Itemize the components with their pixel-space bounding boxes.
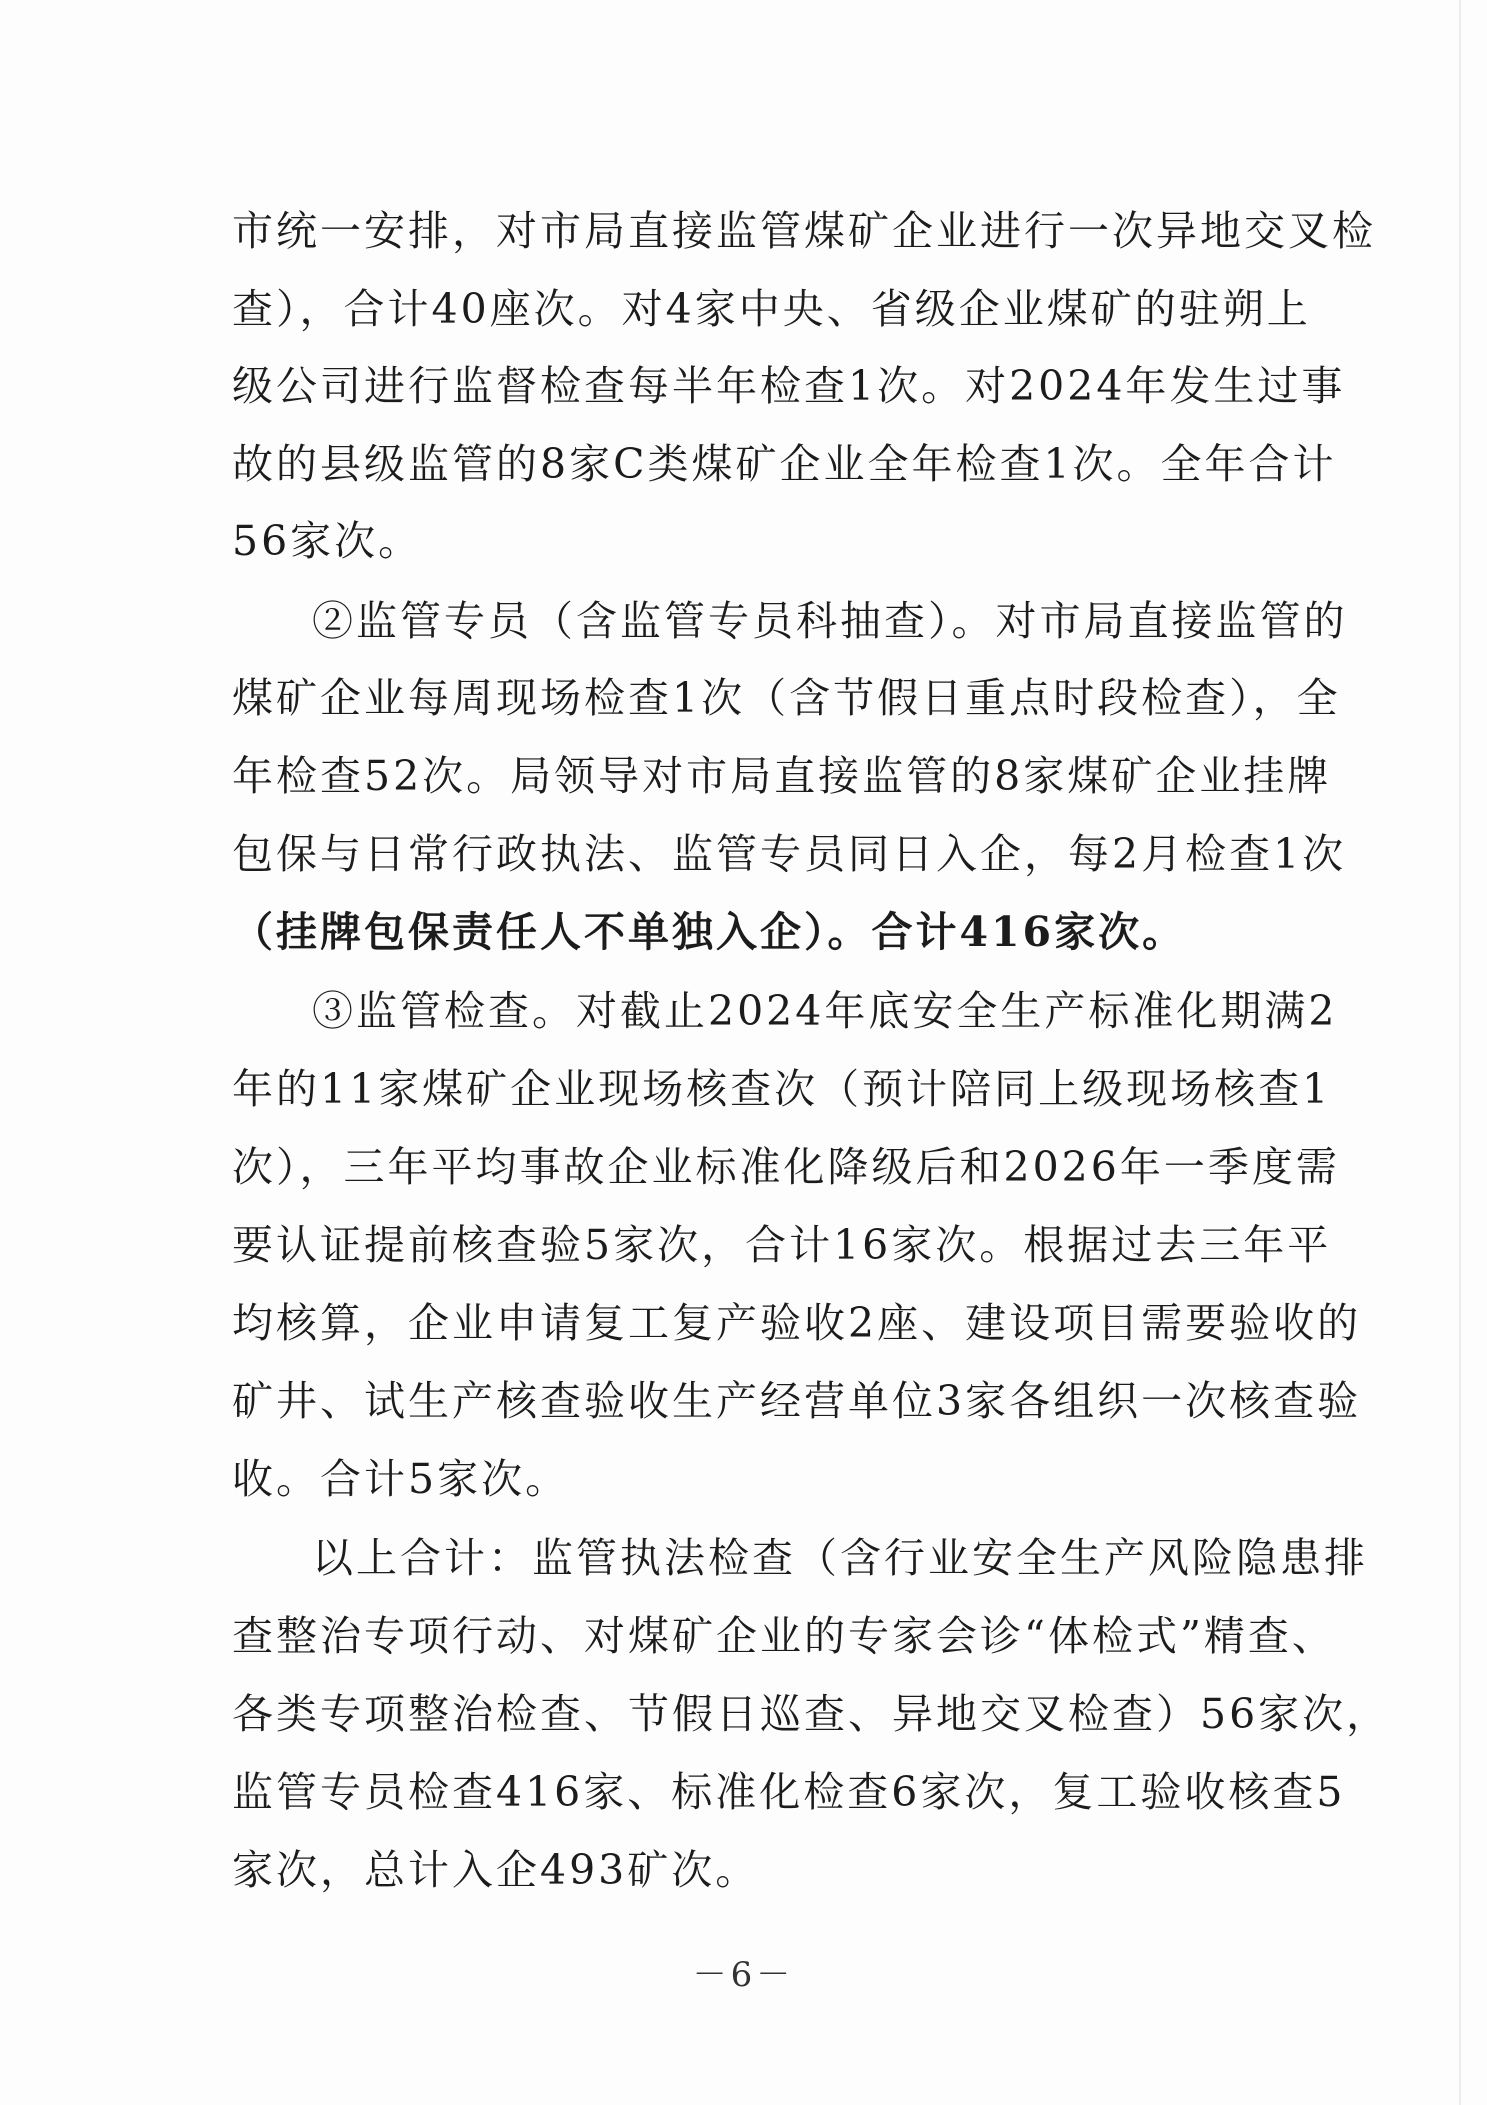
- text-line: 收。合计5家次。: [232, 1455, 570, 1503]
- text-line: 均核算，企业申请复工复产验收2座、建设项目需要验收的: [232, 1299, 1362, 1347]
- text-line: 年的11家煤矿企业现场核查次（预计陪同上级现场核查1: [232, 1065, 1332, 1113]
- text-line: 要认证提前核查验5家次，合计16家次。根据过去三年平: [232, 1221, 1332, 1269]
- text-line: 矿井、试生产核查验收生产经营单位3家各组织一次核查验: [232, 1377, 1362, 1425]
- text-line: 56家次。: [232, 517, 423, 565]
- text-line: 煤矿企业每周现场检查1次（含节假日重点时段检查），全: [232, 674, 1341, 722]
- text-line: 查），合计40座次。对4家中央、省级企业煤矿的驻朔上: [232, 285, 1311, 333]
- page-number: －6－: [692, 1955, 795, 1995]
- text-line: ③监管检查。对截止2024年底安全生产标准化期满2: [312, 987, 1338, 1035]
- text-line: 查整治专项行动、对煤矿企业的专家会诊“体检式”精查、: [232, 1612, 1336, 1660]
- text-line: 家次，总计入企493矿次。: [232, 1846, 760, 1894]
- text-line: 级公司进行监督检查每半年检查1次。对2024年发生过事: [232, 362, 1346, 410]
- text-line: 次），三年平均事故企业标准化降级后和2026年一季度需: [232, 1143, 1340, 1191]
- text-line: 故的县级监管的8家C类煤矿企业全年检查1次。全年合计: [232, 440, 1337, 488]
- text-line: 年检查52次。局领导对市局直接监管的8家煤矿企业挂牌: [232, 752, 1332, 800]
- text-line: 各类专项整治检查、节假日巡查、异地交叉检查）56家次，: [232, 1690, 1391, 1738]
- text-line: ②监管专员（含监管专员科抽查）。对市局直接监管的: [312, 597, 1348, 645]
- text-line: 监管专员检查416家、标准化检查6家次，复工验收核查5: [232, 1768, 1346, 1816]
- text-line: （挂牌包保责任人不单独入企）。合计416家次。: [232, 908, 1187, 956]
- text-line: 包保与日常行政执法、监管专员同日入企，每2月检查1次: [232, 830, 1347, 878]
- text-line: 市统一安排，对市局直接监管煤矿企业进行一次异地交叉检: [232, 207, 1376, 255]
- text-line: 以上合计：监管执法检查（含行业安全生产风险隐患排: [312, 1534, 1368, 1582]
- scan-edge: [1459, 0, 1461, 2105]
